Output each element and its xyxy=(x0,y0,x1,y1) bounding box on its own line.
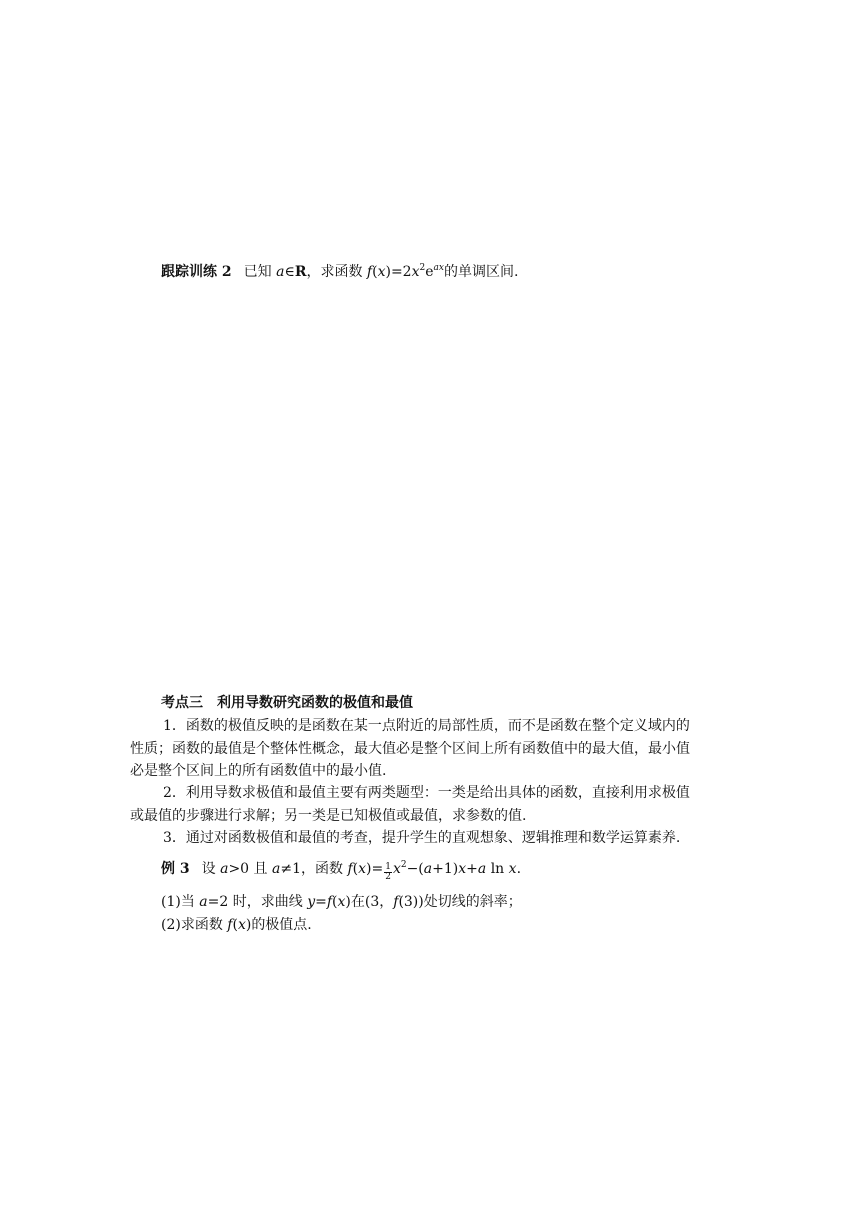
fraction xyxy=(384,863,392,882)
const-e: e xyxy=(425,264,434,280)
var-x: x xyxy=(358,861,366,877)
text: ≠1，函数 xyxy=(280,861,348,877)
var-x: x xyxy=(337,894,346,910)
paragraph-1-line-2: 性质；函数的最值是个整体性概念，最大值必是整个区间上所有函数值中的最大值，最小值 xyxy=(130,741,690,757)
var-y: y xyxy=(307,894,316,910)
paragraph-1-line-1: 1．函数的极值反映的是函数在某一点附近的局部性质，而不是函数在整个定义域内的 xyxy=(163,718,690,734)
section-title: 考点三 利用导数研究函数的极值和最值 xyxy=(161,695,413,711)
text: 设 xyxy=(201,861,221,877)
var-x: x xyxy=(508,861,517,877)
paragraph-1-line-3: 必是整个区间上的所有函数值中的最小值. xyxy=(130,763,387,779)
var-a: a xyxy=(271,861,281,877)
text: (1)当 xyxy=(161,894,200,910)
fraction-numerator: 1 xyxy=(385,862,391,872)
var-a: a xyxy=(199,894,208,910)
text: 的极值点. xyxy=(251,917,312,933)
example-label: 例 3 xyxy=(161,861,190,877)
paragraph-2-line-2: 或最值的步骤进行求解；另一类是已知极值或最值，求参数的值. xyxy=(130,808,527,824)
fraction-denominator: 2 xyxy=(385,872,391,882)
var-x: x xyxy=(458,861,467,877)
paragraph-2-line-1: 2．利用导数求极值和最值主要有两类题型：一类是给出具体的函数，直接利用求极值 xyxy=(163,785,690,801)
exponent: ax xyxy=(433,263,444,273)
exercise-label: 跟踪训练 2 xyxy=(161,264,232,280)
text: 的单调区间. xyxy=(443,264,519,280)
var-a: a xyxy=(276,264,285,280)
var-x: x xyxy=(392,861,401,877)
text: (3))处切线的斜率； xyxy=(398,894,522,910)
var-a: a xyxy=(220,861,229,877)
var-f: f xyxy=(227,917,233,933)
exponent: 2 xyxy=(419,263,426,273)
ln: ln xyxy=(486,861,509,877)
text: ，求函数 xyxy=(306,264,367,280)
text: >0 且 xyxy=(228,861,272,877)
text: (2)求函数 xyxy=(161,917,228,933)
exponent: 2 xyxy=(400,860,407,870)
var-f: f xyxy=(393,894,399,910)
var-x: x xyxy=(411,264,420,280)
var-x: x xyxy=(377,264,386,280)
var-x: x xyxy=(237,917,246,933)
exercise-2-line: 跟踪训练 2 已知 a∈R，求函数 $f(x)=2x^2e^{ax}$的单调区间. xyxy=(161,263,519,280)
var-f: f xyxy=(366,264,373,280)
text: . xyxy=(516,861,522,877)
set-R: R xyxy=(294,264,307,280)
example-3-line: 例 3 设 a>0 且 a≠1，函数 f(x)= $\frac{1}{2}$ $x^2-(a+1)x+a$ ln x. xyxy=(161,860,522,882)
question-1: (1)当 a=2 时，求曲线 y=f(x)在(3，f(3))处切线的斜率； xyxy=(161,894,522,910)
text: = xyxy=(371,861,384,877)
text: +1) xyxy=(432,861,459,877)
text: −( xyxy=(406,861,424,877)
paragraph-3-line-1: 3．通过对函数极值和最值的考查，提升学生的直观想象、逻辑推理和数学运算素养. xyxy=(163,830,681,846)
var-f: f xyxy=(326,894,333,910)
question-2: (2)求函数 f(x)的极值点. xyxy=(161,917,312,933)
text: 在(3， xyxy=(350,894,394,910)
text: ∈ xyxy=(284,264,295,280)
text: = xyxy=(315,894,327,910)
text: + xyxy=(466,861,478,877)
var-a: a xyxy=(423,861,433,877)
text: 已知 xyxy=(243,264,277,280)
var-a: a xyxy=(477,861,487,877)
text: =2 时，求曲线 xyxy=(207,894,308,910)
text: =2 xyxy=(390,264,412,280)
var-f: f xyxy=(347,861,353,877)
